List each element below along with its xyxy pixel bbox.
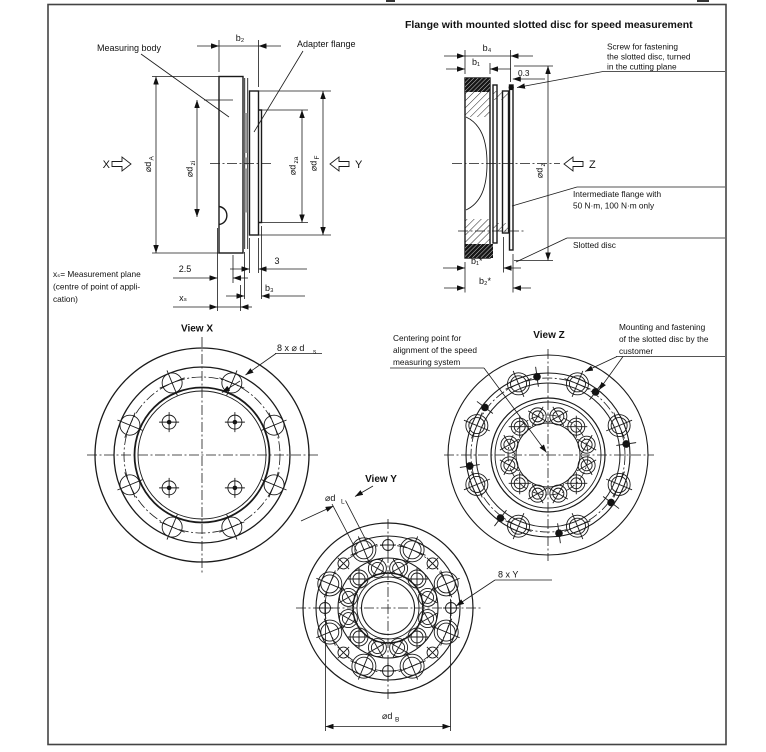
slotted-disc-section xyxy=(443,50,725,293)
y-holes-leader xyxy=(456,580,495,606)
ds-leader xyxy=(246,354,277,376)
svg-text:⌀d: ⌀d xyxy=(287,164,298,176)
measuring-body-outline xyxy=(219,77,243,254)
svg-text:L: L xyxy=(341,498,345,506)
drawing-frame xyxy=(48,5,726,745)
view-y xyxy=(296,486,552,731)
dim-b3-label: b₃ xyxy=(265,283,274,293)
dim-b2star-label: b₂* xyxy=(479,276,492,286)
svg-text:za: za xyxy=(293,156,300,164)
intermediate-flange xyxy=(503,91,509,233)
texts xyxy=(53,33,709,724)
svg-text:alignment of the speed: alignment of the speed xyxy=(393,345,477,355)
y-holes-label: 8 x Y xyxy=(498,569,519,580)
intermediate-flange-note: Intermediate flange with xyxy=(573,189,662,199)
dia-dA-label xyxy=(143,156,156,173)
view-z xyxy=(390,349,725,561)
view-direction-x-arrow xyxy=(112,157,131,171)
view-z-direction-label: Z xyxy=(589,159,596,171)
svg-text:⌀d: ⌀d xyxy=(382,711,393,721)
svg-text:B: B xyxy=(395,716,400,724)
svg-text:⌀d: ⌀d xyxy=(308,160,319,172)
side-section xyxy=(112,40,349,311)
application-point-bump xyxy=(219,207,227,225)
dia-dz-label xyxy=(535,163,548,178)
measuring-body-leader xyxy=(141,54,229,117)
svg-text:measuring system: measuring system xyxy=(393,357,461,367)
measurement-plane-note: xₛ= Measurement plane xyxy=(53,269,141,279)
measuring-body-label: Measuring body xyxy=(97,43,162,53)
svg-text:⌀d: ⌀d xyxy=(534,167,545,179)
view-x-title: View X xyxy=(180,323,214,335)
dia-dB-label xyxy=(382,711,400,724)
fastening-screw xyxy=(509,85,514,90)
adapter-flange-leader xyxy=(254,51,303,132)
flange-plate xyxy=(493,85,497,243)
svg-text:the slotted disc, turned: the slotted disc, turned xyxy=(607,51,691,62)
mounting-note: Mounting and fastening xyxy=(619,322,706,332)
dia-dL-label xyxy=(325,493,345,506)
svg-text:F: F xyxy=(314,155,321,160)
svg-text:in the cutting plane: in the cutting plane xyxy=(607,61,677,72)
view-direction-z-arrow xyxy=(564,157,583,171)
svg-text:zi: zi xyxy=(190,160,197,166)
view-direction-y-arrow xyxy=(330,157,349,171)
svg-text:⌀d: ⌀d xyxy=(184,166,195,178)
svg-text:⌀d: ⌀d xyxy=(325,493,336,503)
view-x-direction-label: X xyxy=(102,159,110,171)
page-title: Flange with mounted slotted disc for speed measurement xyxy=(405,19,693,31)
dia-dza-label xyxy=(288,156,301,175)
adapter-flange-outline xyxy=(250,91,259,235)
dim-b2-label: b₂ xyxy=(235,33,245,43)
dim-0-3-label: 0.3 xyxy=(518,68,530,78)
slotted-disc-outline xyxy=(510,85,514,250)
svg-text:customer: customer xyxy=(619,346,654,356)
slotted-disc-note: Slotted disc xyxy=(573,240,616,250)
view-x xyxy=(87,337,322,574)
adapter-flange-label: Adapter flange xyxy=(297,39,356,49)
dim-b1-label: b₁ xyxy=(471,57,481,67)
dL-leader xyxy=(301,506,334,521)
screw-note-leader xyxy=(517,72,603,88)
dia-dF-label xyxy=(309,155,322,171)
intermediate-note-leader xyxy=(512,187,577,206)
artwork xyxy=(87,40,725,731)
svg-text:⌀d: ⌀d xyxy=(143,161,153,173)
view-y-title: View Y xyxy=(365,474,397,485)
dim-2-5-label: 2.5 xyxy=(178,264,192,274)
dim-xs-label: xₛ xyxy=(179,293,187,303)
svg-text:50 N·m, 100 N·m only: 50 N·m, 100 N·m only xyxy=(573,200,655,211)
dia-dzi-label xyxy=(185,160,198,177)
dim-b1star-label: b₁* xyxy=(471,256,483,266)
svg-text:(centre of point of appli-: (centre of point of appli- xyxy=(53,281,141,292)
screw-note: Screw for fastening xyxy=(607,41,679,52)
svg-text:s: s xyxy=(313,348,317,356)
svg-text:A: A xyxy=(148,156,156,161)
dim-3-label: 3 xyxy=(274,256,280,266)
view-z-title: View Z xyxy=(533,330,565,341)
svg-text:z: z xyxy=(540,163,547,167)
svg-text:of the slotted disc by the: of the slotted disc by the xyxy=(619,334,709,344)
svg-text:cation): cation) xyxy=(53,294,78,304)
svg-text:8 x ⌀ d: 8 x ⌀ d xyxy=(277,343,305,353)
elastic-zone-fill xyxy=(245,113,248,213)
view-y-direction-label: Y xyxy=(355,159,363,171)
centering-note: Centering point for xyxy=(393,333,462,343)
dim-b4-label: b₄ xyxy=(482,43,492,53)
slotted-disc-note-leader xyxy=(516,238,567,262)
